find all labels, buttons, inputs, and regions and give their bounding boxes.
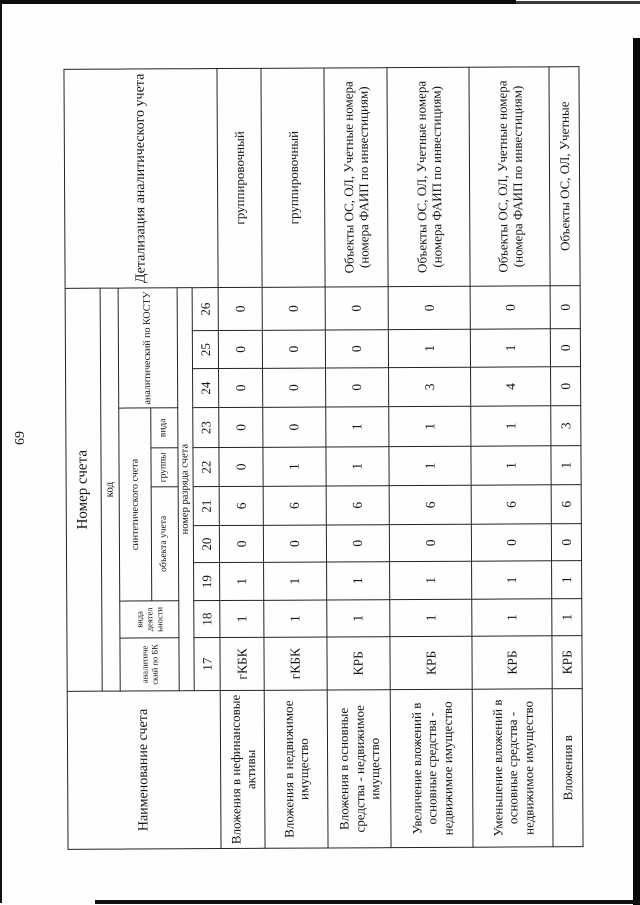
table-row [469,66,553,846]
code-cell: 3 [551,405,581,445]
header-row-1 [63,69,102,849]
table-row [217,68,265,848]
digit-header-cell: 22 [193,447,219,486]
code-cell: 1 [219,562,263,600]
code-cell: 0 [325,367,388,406]
code-cell: 1 [326,446,389,485]
detail-cell: Объекты ОС, ОЛ, Учетные номера (номера ФАИП по инвестициям) [387,67,470,286]
code-cell: 1 [552,598,582,635]
header-account-name: Наименование счета [67,690,221,849]
code-cell: 0 [325,286,388,329]
digit-header-cell: 20 [193,525,219,562]
code-cell: 0 [218,368,262,407]
table-row [387,67,473,847]
code-cell: 6 [263,485,326,524]
code-cell: КРБ [327,636,390,689]
scan-edge-left [0,4,2,903]
code-cell: 1 [389,561,471,599]
digit-header-cell: 21 [193,486,219,525]
header-digit-number-label: номер разряда счета [177,287,194,690]
page-number: 69 [13,431,28,445]
account-name-cell: Вложения в нефинансовые активы [220,690,265,848]
account-name-cell: Уменьшение вложений в основные средства - недвижимое имущество [472,688,553,846]
code-cell: 1 [389,406,471,446]
code-cell: 0 [551,523,581,560]
code-cell: КРБ [390,636,472,689]
header-kind: вида [150,407,177,447]
code-cell: КРБ [472,635,552,688]
table-row [324,67,391,847]
digit-header-cell: 24 [192,368,218,407]
detail-cell: Объекты ОС, ОЛ, Учетные номера (номера ФАИП по инвестициям) [469,66,550,285]
header-analytical-bk: аналитиче ский по БК [119,637,178,690]
code-cell: КРБ [552,635,582,688]
header-detail: Детализация аналитического учета [63,68,218,288]
code-cell: 0 [389,524,471,561]
code-cell: 0 [262,286,325,329]
code-cell: 1 [471,560,551,598]
code-cell: 0 [219,525,263,562]
digit-header-cell: 17 [194,637,220,690]
code-cell: 6 [389,485,471,524]
account-name-cell: Увеличение вложений в основные средства - недвижимое имущество [390,689,473,847]
code-cell: 1 [471,405,551,445]
header-code: код [100,288,120,691]
code-cell: 1 [388,329,470,367]
code-cell: 0 [550,366,580,405]
code-cell: 0 [263,406,326,446]
code-cell: 1 [326,406,389,446]
code-cell: 0 [219,407,263,447]
scan-edge-bottom [95,900,640,904]
code-cell: 0 [218,330,262,368]
digit-header-cell: 25 [192,330,218,368]
digit-header-cell: 23 [193,407,219,447]
code-cell: 1 [551,445,581,484]
code-cell: 0 [219,447,263,486]
code-cell: гКБК [264,636,327,689]
table-row-truncated [549,66,583,846]
code-cell: 1 [263,446,326,485]
scan-edge-right [633,38,640,905]
scan-edge-top-faint [516,1,640,4]
scan-edge-top [0,0,516,4]
digit-header-cell: 19 [193,562,219,600]
code-cell: 4 [470,366,550,405]
header-account-number: Номер счета [65,288,102,691]
code-cell: 1 [327,599,390,636]
code-cell: 1 [471,445,551,484]
digit-header-cell: 26 [192,287,218,330]
code-cell: 0 [388,286,470,329]
code-cell: 1 [264,599,327,636]
code-cell: 1 [551,560,581,598]
code-cell: 1 [470,328,550,366]
header-object: объекта учета [151,486,179,600]
account-name-cell: Вложения в недвижимое имущество [264,689,328,847]
code-cell: 1 [263,561,326,599]
code-cell: 0 [550,328,580,366]
table-row [261,67,328,847]
header-group: группы [150,447,177,486]
account-name-cell: Вложения в основные средства - недвижимое имущество [327,689,391,847]
code-cell: 0 [550,285,580,328]
code-cell: 0 [326,524,389,561]
code-cell: 1 [390,599,472,636]
chart-of-accounts-table [63,66,583,850]
code-cell: 0 [263,524,326,561]
code-cell: 6 [551,484,581,523]
code-cell: 6 [471,484,551,523]
code-cell: 0 [262,367,325,406]
code-cell: 1 [326,561,389,599]
header-synthetic-account: синтетического счета [118,407,151,600]
code-cell: 6 [219,486,263,525]
digit-header-cell: 18 [194,600,220,637]
code-cell: 3 [388,367,470,406]
account-name-cell: Вложения в [552,688,583,846]
code-cell: 0 [262,329,325,367]
code-cell: 0 [325,329,388,367]
header-activity-type: вида деятел ьности [119,600,178,637]
code-cell: гКБК [220,637,264,690]
code-cell: 0 [470,285,550,328]
rotated-table-container [63,67,584,850]
code-cell: 1 [220,600,264,637]
detail-cell: группировочный [261,67,325,286]
detail-cell: Объекты ОС, ОЛ, Учетные [549,66,580,285]
code-cell: 6 [326,485,389,524]
code-cell: 0 [471,523,551,560]
detail-cell: группировочный [217,68,262,287]
detail-cell: Объекты ОС, ОЛ, Учетные номера (номера ФАИП по инвестициям) [324,67,388,286]
code-cell: 1 [389,446,471,485]
code-cell: 1 [472,598,552,635]
code-cell: 0 [218,287,262,330]
header-analytical-kostu: аналитический по КОСТУ [118,287,178,407]
